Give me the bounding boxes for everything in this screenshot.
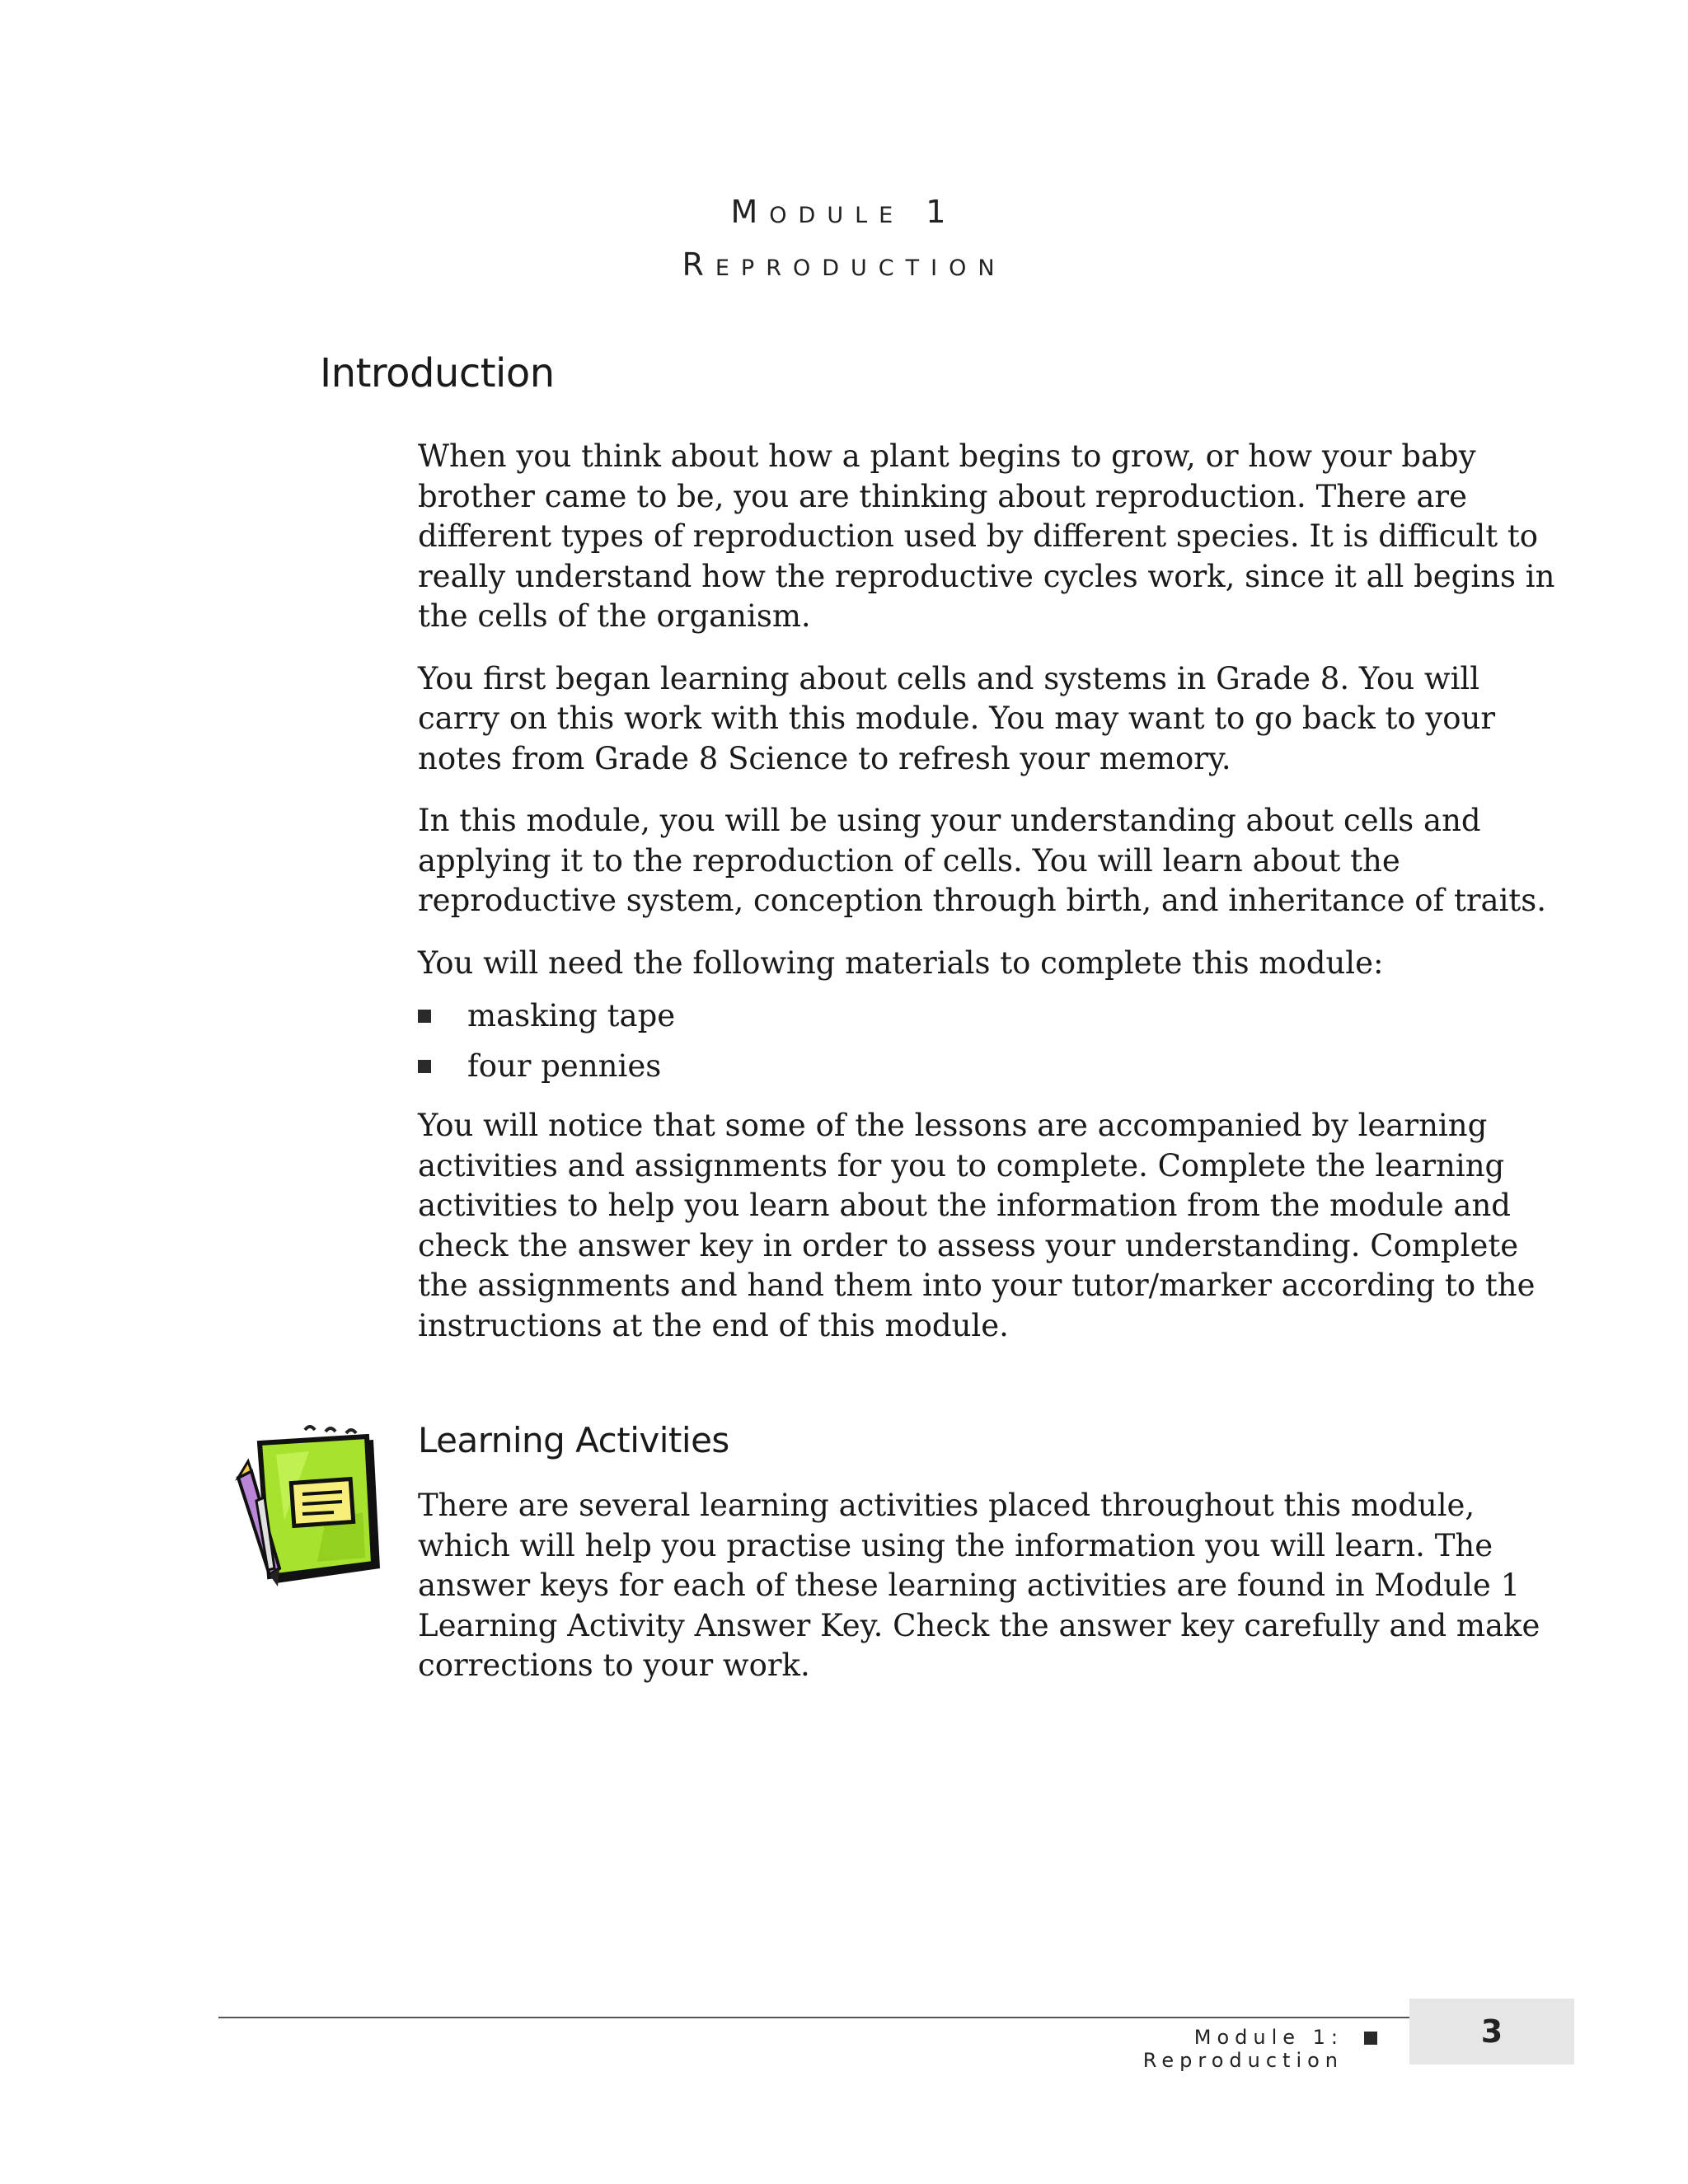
module-number: Module 1 xyxy=(730,194,958,230)
footer-running-title: Module 1: Reproduction xyxy=(1142,2026,1343,2072)
learning-activities-body xyxy=(418,1486,1555,1708)
materials-list xyxy=(418,996,1555,1086)
learning-activities-paragraph: There are several learning activities placed throughout this module, which will help you practise using the information you will learn. The answer keys for each of these learning activities are found in Module 1 Learning Activity Answer Key. Check the answer key carefully and make corrections to your work. xyxy=(418,1488,1540,1683)
page-number: 3 xyxy=(1409,1999,1574,2064)
intro-paragraph: You will need the following materials to complete this module: xyxy=(418,944,1384,981)
intro-closing-paragraph: You will notice that some of the lessons are accompanied by learning activities and assignments for you to complete. Complete the learning activities to help you learn about the information from the module and check the answer key in order to assess your understanding. Complete the assignments and hand them into your tutor/marker according to the instructions at the end of this module. xyxy=(418,1108,1536,1343)
square-bullet-icon xyxy=(418,1010,431,1023)
material-label: four pennies xyxy=(467,1047,662,1084)
square-bullet-icon xyxy=(418,1060,431,1073)
intro-paragraph: When you think about how a plant begins to grow, or how your baby brother came to be, you are thinking about reproduction. There are different types of reproduction used by different species. It is difficult to really understand how the reproductive cycles work, since it all begins in the cells of the organism. xyxy=(418,438,1555,634)
intro-paragraph: In this module, you will be using your understanding about cells and applying it to the reproduction of cells. You will learn about the reproductive system, conception through birth, and inheritance of traits. xyxy=(418,803,1547,918)
list-item xyxy=(418,1047,1555,1087)
introduction-body xyxy=(418,437,1555,1368)
footer-square-icon xyxy=(1364,2032,1377,2045)
material-label: masking tape xyxy=(467,998,676,1033)
list-item xyxy=(418,996,1555,1037)
intro-paragraph: You first began learning about cells and systems in Grade 8. You will carry on this work with this module. You may want to go back to your notes from Grade 8 Science to refresh your memory. xyxy=(418,660,1496,776)
footer-divider xyxy=(218,2017,1409,2018)
module-header xyxy=(0,185,1688,291)
module-title: Reproduction xyxy=(682,246,1006,283)
notebook-icon xyxy=(227,1422,383,1595)
learning-activities-heading: Learning Activities xyxy=(418,1420,729,1460)
introduction-heading: Introduction xyxy=(320,350,555,396)
